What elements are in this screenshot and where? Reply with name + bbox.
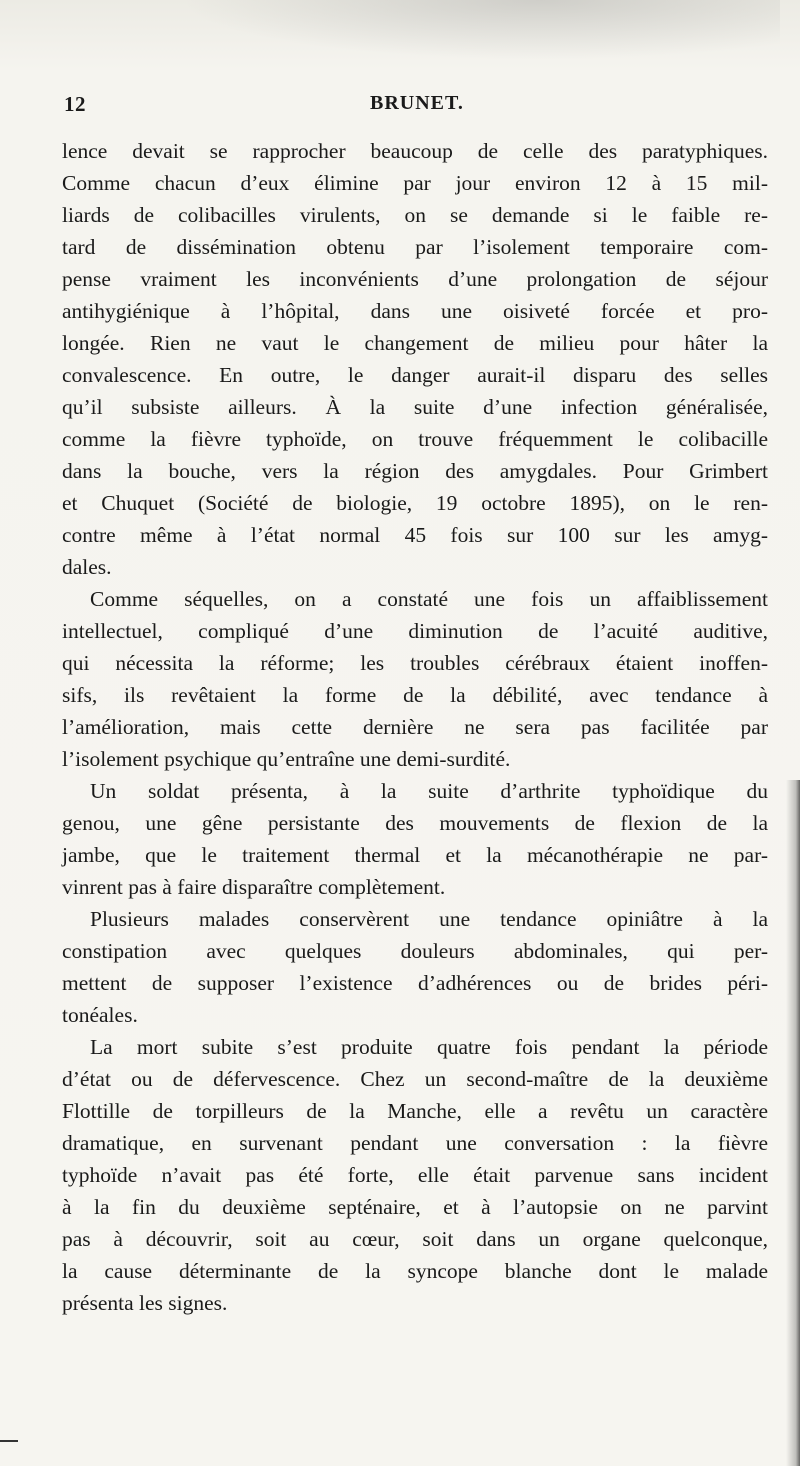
running-title: BRUNET. [370, 92, 464, 114]
text-line: tonéales. [62, 1003, 138, 1027]
text-line: vinrent pas à faire disparaître complètement. [62, 875, 446, 899]
text-line: l’amélioration, mais cette dernière ne sera pas facilitée par [62, 715, 768, 739]
text-line: dans la bouche, vers la région des amygdales. Pour Grimbert [62, 459, 768, 483]
text-line: présenta les signes. [62, 1291, 228, 1315]
text-line: tard de dissémination obtenu par l’isolement temporaire com- [62, 235, 768, 259]
text-line: d’état ou de défervescence. Chez un second-maître de la deuxième [62, 1067, 768, 1091]
running-head [64, 92, 764, 118]
text-line: Flottille de torpilleurs de la Manche, elle a revêtu un caractère [62, 1099, 768, 1123]
text-line: l’isolement psychique qu’entraîne une demi-surdité. [62, 747, 511, 771]
text-line: convalescence. En outre, le danger aurait-il disparu des selles [62, 363, 768, 387]
text-line: longée. Rien ne vaut le changement de milieu pour hâter la [62, 331, 768, 355]
text-line: la cause déterminante de la syncope blanche dont le malade [62, 1259, 768, 1283]
text-line: sifs, ils revêtaient la forme de la débilité, avec tendance à [62, 683, 768, 707]
text-line: dales. [62, 555, 112, 579]
text-line: pense vraiment les inconvénients d’une prolongation de séjour [62, 267, 768, 291]
text-line: genou, une gêne persistante des mouvements de flexion de la [62, 811, 768, 835]
text-line: pas à découvrir, soit au cœur, soit dans un organe quelconque, [62, 1227, 768, 1251]
text-line: La mort subite s’est produite quatre fois pendant la période [90, 1035, 768, 1059]
text-line: jambe, que le traitement thermal et la mécanothérapie ne par- [62, 843, 768, 867]
text-line: antihygiénique à l’hôpital, dans une oisiveté forcée et pro- [62, 299, 768, 323]
page-edge-shadow [786, 780, 800, 1466]
text-line: lence devait se rapprocher beaucoup de celle des paratyphiques. [62, 139, 768, 163]
body-text [62, 135, 768, 1319]
text-line: Un soldat présenta, à la suite d’arthrite typhoïdique du [90, 779, 768, 803]
text-line: à la fin du deuxième septénaire, et à l’autopsie on ne parvint [62, 1195, 768, 1219]
text-line: liards de colibacilles virulents, on se demande si le faible re- [62, 203, 768, 227]
page-number: 12 [64, 92, 86, 116]
text-line: qui nécessita la réforme; les troubles cérébraux étaient inoffen- [62, 651, 768, 675]
scan-edge-mark [0, 1440, 18, 1442]
text-line: Plusieurs malades conservèrent une tendance opiniâtre à la [90, 907, 768, 931]
text-line: intellectuel, compliqué d’une diminution de l’acuité auditive, [62, 619, 768, 643]
text-line: qu’il subsiste ailleurs. À la suite d’une infection généralisée, [62, 395, 768, 419]
text-line: dramatique, en survenant pendant une conversation : la fièvre [62, 1131, 768, 1155]
text-line: comme la fièvre typhoïde, on trouve fréquemment le colibacille [62, 427, 768, 451]
text-line: typhoïde n’avait pas été forte, elle était parvenue sans incident [62, 1163, 768, 1187]
text-line: contre même à l’état normal 45 fois sur 100 sur les amyg- [62, 523, 768, 547]
text-line: constipation avec quelques douleurs abdominales, qui per- [62, 939, 768, 963]
text-line: mettent de supposer l’existence d’adhérences ou de brides péri- [62, 971, 768, 995]
text-line: Comme séquelles, on a constaté une fois un affaiblissement [90, 587, 768, 611]
text-line: et Chuquet (Société de biologie, 19 octobre 1895), on le ren- [62, 491, 768, 515]
text-line: Comme chacun d’eux élimine par jour environ 12 à 15 mil- [62, 171, 768, 195]
scan-shadow [180, 0, 780, 60]
